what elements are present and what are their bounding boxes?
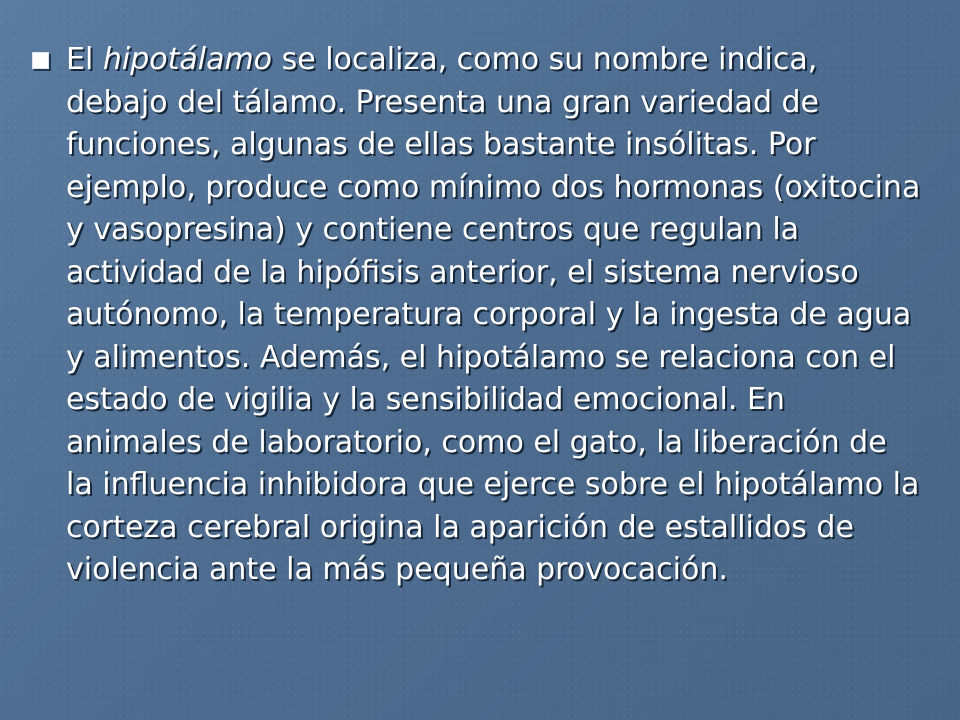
bullet-body-text: se localiza, como su nombre indica, debajo del tálamo. Presenta una gran variedad de funciones, algunas de ellas bastante insólitas. Por ejemplo, produce como mínimo dos hormonas (oxitocina y vasopresina) y contiene centros que regulan la actividad de la hipófisis anterior, el sistema nervioso autónomo, la temperatura corporal y la ingesta de agua y alimentos. Además, el hipotálamo se relaciona con el estado de vigilia y la sensibilidad emocional. En animales de laboratorio, como el gato, la liberación de la influencia inhibidora que ejerce sobre el hipotálamo la corteza cerebral origina la aparición de estallidos de violencia ante la más pequeña provocación.	[66, 42, 921, 587]
italic-term: hipotálamo	[102, 42, 273, 77]
bullet-paragraph	[66, 39, 922, 592]
bullet-lead-text: El	[66, 42, 94, 77]
square-bullet-icon	[32, 52, 49, 69]
